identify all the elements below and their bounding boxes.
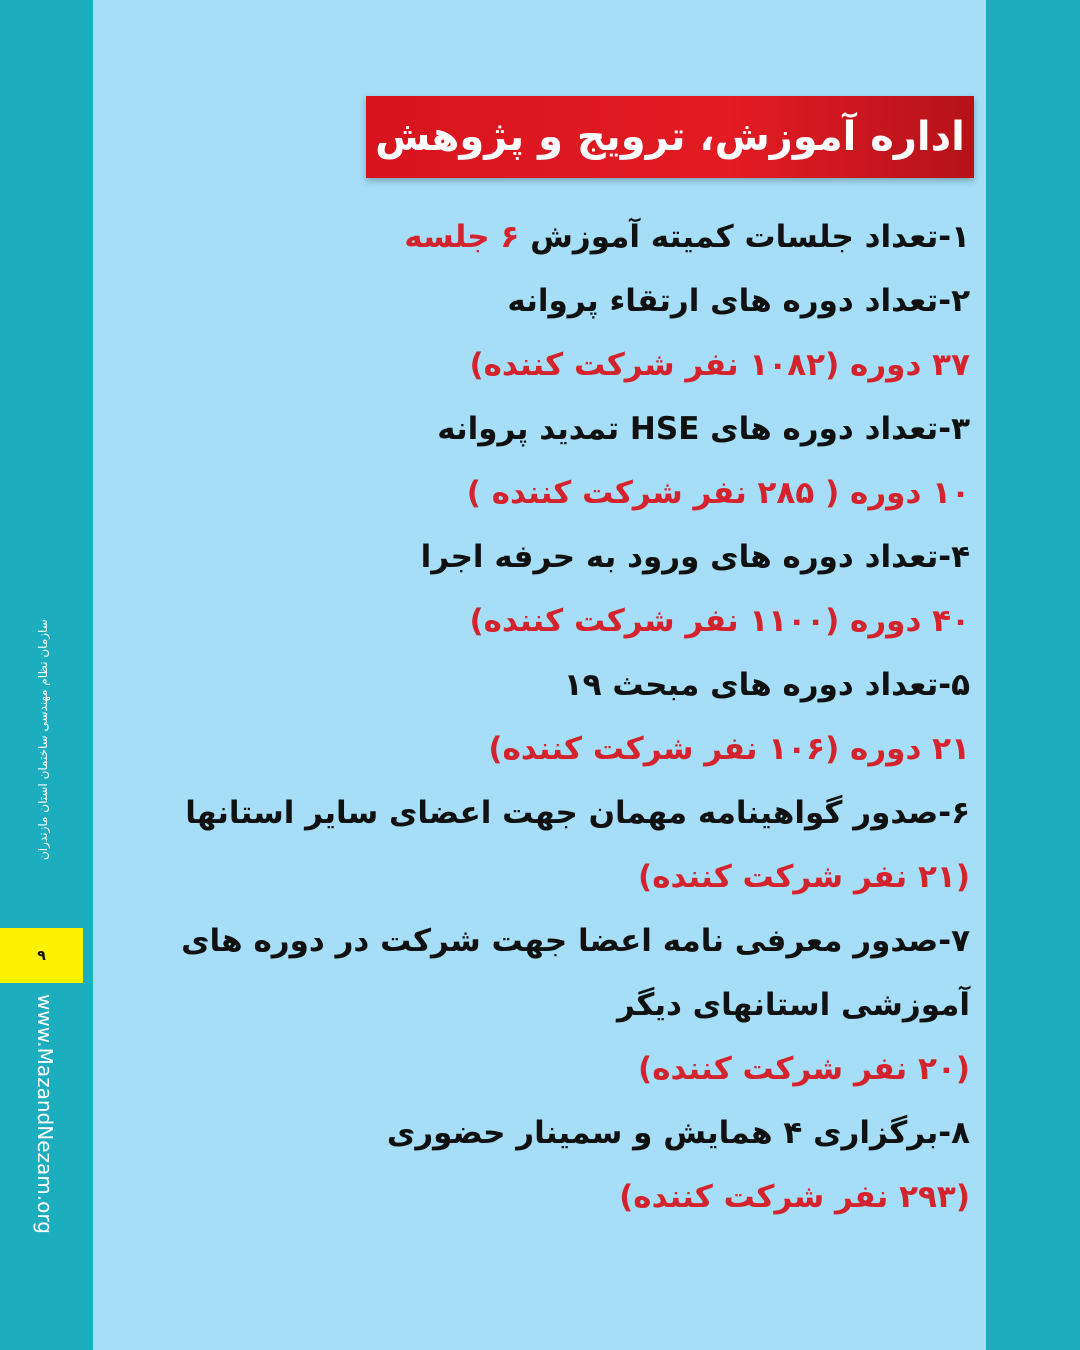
list-item-3-detail: ۱۰ دوره ( ۲۸۵ نفر شرکت کننده ) (466, 475, 970, 511)
item-1-highlight: ۶ جلسه (404, 219, 520, 255)
list-item-5: ۵-تعداد دوره های مبحث ۱۹ (563, 667, 970, 703)
list-item-8-detail: (۲۹۳ نفر شرکت کننده) (619, 1179, 970, 1215)
list-item-7-continuation: آموزشی استانهای دیگر (617, 987, 970, 1023)
list-item-4: ۴-تعداد دوره های ورود به حرفه اجرا (420, 539, 970, 575)
list-item-4-detail: ۴۰ دوره (۱۱۰۰ نفر شرکت کننده) (469, 603, 970, 639)
right-sidebar (986, 0, 1080, 1350)
left-sidebar (0, 0, 93, 1350)
list-item-6: ۶-صدور گواهینامه مهمان جهت اعضای سایر استانها (185, 795, 970, 831)
list-item-7: ۷-صدور معرفی نامه اعضا جهت شرکت در دوره های (181, 923, 970, 959)
content-panel (93, 0, 986, 1350)
item-list (100, 205, 970, 1229)
org-name: سازمان نظام مهندسی ساختمان استان مازندران (36, 619, 50, 861)
page-number-badge: ۹ (0, 928, 83, 983)
page-title: اداره آموزش، ترویج و پژوهش (366, 96, 974, 178)
list-item-2-detail: ۳۷ دوره (۱۰۸۲ نفر شرکت کننده) (469, 347, 970, 383)
list-item-3: ۳-تعداد دوره های HSE تمدید پروانه (437, 411, 970, 447)
list-item-5-detail: ۲۱ دوره (۱۰۶ نفر شرکت کننده) (488, 731, 970, 767)
list-item-1 (100, 205, 970, 269)
list-item-7-detail: (۲۰ نفر شرکت کننده) (638, 1051, 970, 1087)
list-item-8: ۸-برگزاری ۴ همایش و سمینار حضوری (386, 1115, 970, 1151)
website-link[interactable]: www.MazandNezam.org (33, 994, 57, 1234)
list-item-6-detail: (۲۱ نفر شرکت کننده) (638, 859, 970, 895)
list-item-2: ۲-تعداد دوره های ارتقاء پروانه (507, 283, 970, 319)
item-1-text: ۱-تعداد جلسات کمیته آموزش (519, 219, 970, 255)
